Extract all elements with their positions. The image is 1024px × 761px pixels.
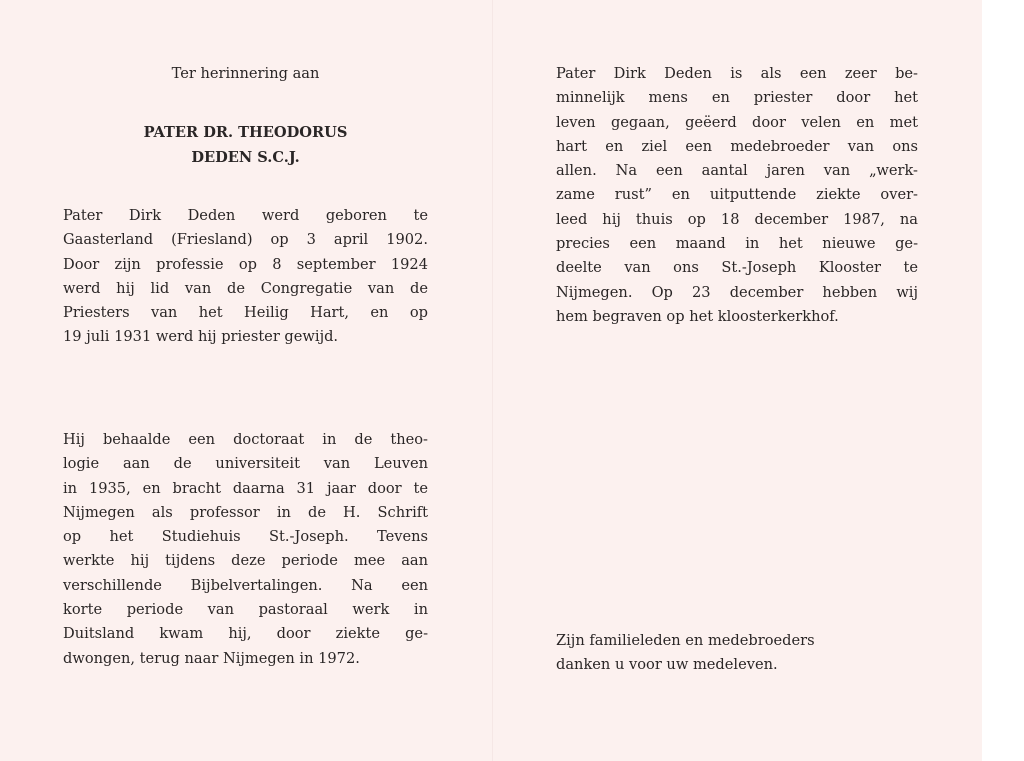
text-line: logie aan de universiteit van Leuven	[63, 455, 428, 473]
text-line: minnelijk mens en priester door het	[556, 89, 918, 107]
text-line: werd hij lid van de Congregatie van de	[63, 279, 428, 297]
text-line: Pater Dirk Deden is als een zeer be-	[556, 65, 918, 82]
birth-paragraph	[63, 204, 428, 350]
text-line: leven gegaan, geëerd door velen en met	[556, 113, 918, 131]
text-line: werkte hij tijdens deze periode mee aan	[63, 552, 428, 570]
text-line: op het Studiehuis St.-Joseph. Tevens	[63, 528, 428, 546]
text-line: verschillende Bijbelvertalingen. Na een	[63, 576, 428, 594]
text-line: allen. Na een aantal jaren van „werk-	[556, 162, 918, 180]
text-line: hart en ziel een medebroeder van ons	[556, 137, 918, 155]
heading-text: Ter herinnering aan	[171, 65, 320, 82]
tribute-paragraph	[556, 62, 918, 329]
text-line: danken u voor uw medeleven.	[556, 656, 778, 674]
text-line: Gaasterland (Friesland) op 3 april 1902.	[63, 231, 428, 249]
text-line: Duitsland kwam hij, door ziekte ge-	[63, 625, 428, 643]
name-line: PATER DR. THEODORUS	[143, 124, 348, 141]
text-line: Priesters van het Heilig Hart, en op	[63, 304, 428, 322]
name-title	[63, 120, 428, 170]
name-line: DEDEN S.C.J.	[191, 149, 300, 166]
text-line: precies een maand in het nieuwe ge-	[556, 235, 918, 253]
scan-margin	[982, 0, 1024, 761]
closing-paragraph	[556, 629, 918, 678]
text-line: deelte van ons St.-Joseph Klooster te	[556, 259, 918, 277]
text-line: Pater Dirk Deden werd geboren te	[63, 207, 428, 224]
text-line: Zijn familieleden en medebroeders	[556, 632, 815, 649]
text-line: korte periode van pastoraal werk in	[63, 601, 428, 619]
text-line: Nijmegen. Op 23 december hebben wij	[556, 283, 918, 301]
card-fold	[492, 0, 493, 761]
text-line: Nijmegen als professor in de H. Schrift	[63, 503, 428, 521]
text-line: hem begraven op het kloosterkerkhof.	[556, 307, 839, 325]
text-line: dwongen, terug naar Nijmegen in 1972.	[63, 649, 360, 667]
text-line: Door zijn professie op 8 september 1924	[63, 255, 428, 273]
text-line: in 1935, en bracht daarna 31 jaar door te	[63, 479, 428, 497]
text-line: leed hij thuis op 18 december 1987, na	[556, 210, 918, 228]
text-line: Hij behaalde een doctoraat in de theo-	[63, 431, 428, 448]
text-line: zame rust” en uitputtende ziekte over-	[556, 186, 918, 204]
text-line: 19 juli 1931 werd hij priester gewijd.	[63, 328, 339, 346]
career-paragraph	[63, 428, 428, 671]
heading	[63, 62, 428, 86]
